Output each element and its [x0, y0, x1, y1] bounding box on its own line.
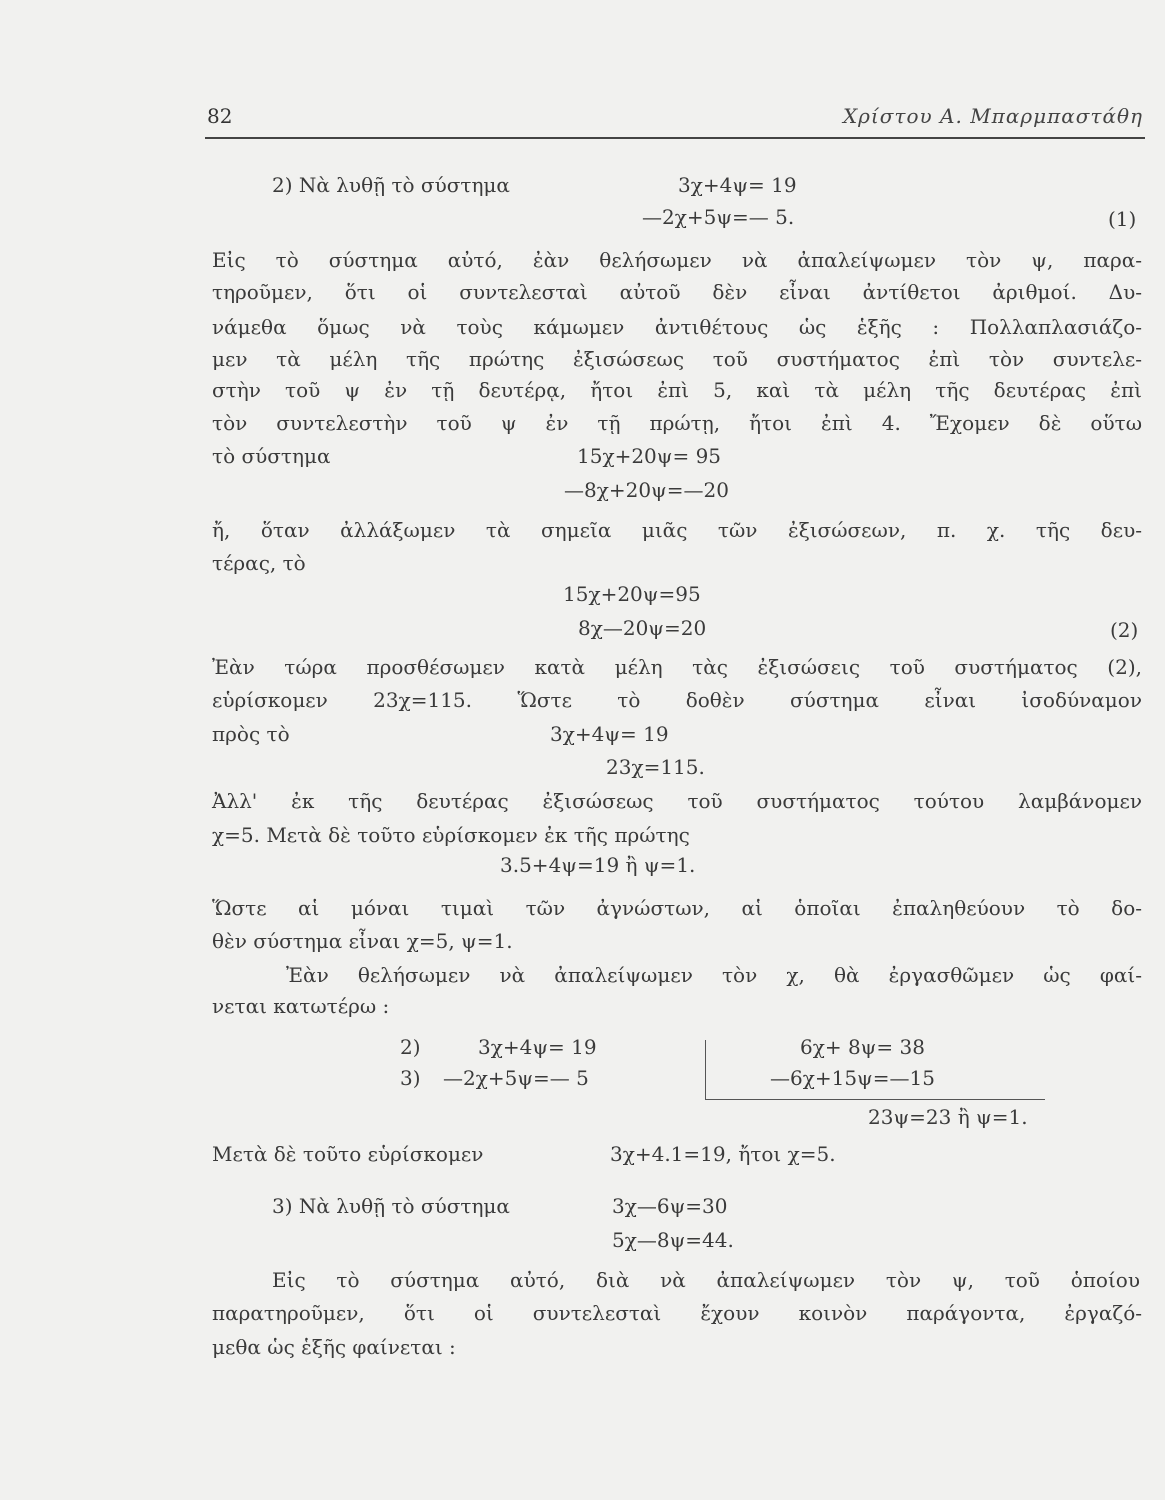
eq-tag-2: (2) [1110, 618, 1139, 642]
para1-line4: μεν τὰ μέλη τῆς πρώτης ἐξισώσεως τοῦ συστήματος ἐπὶ τὸν συντελε- [212, 347, 1142, 371]
ex3-eq1: 3χ—6ψ=30 [612, 1194, 728, 1218]
elim-sum-rule [705, 1099, 1045, 1100]
system-2-eq2: 8χ—20ψ=20 [578, 616, 707, 640]
para1-line5: στὴν τοῦ ψ ἐν τῇ δευτέρᾳ, ἤτοι ἐπὶ 5, καὶ τὰ μέλη τῆς δευτέρας ἐπὶ [212, 378, 1142, 402]
para1-line7: τὸ σύστημα [212, 444, 331, 468]
eq-tag-1: (1) [1108, 207, 1137, 231]
elim-left-eq2: —2χ+5ψ=— 5 [443, 1066, 589, 1090]
ex3-line1: Εἰς τὸ σύστημα αὐτό, διὰ νὰ ἀπαλείψωμεν τὸν ψ, τοῦ ὁποίου [272, 1268, 1140, 1292]
para2-line1: ἤ, ὅταν ἀλλάξωμεν τὰ σημεῖα μιᾶς τῶν ἐξισώσεων, π. χ. τῆς δευ- [212, 518, 1142, 542]
para2-line2: τέρας, τὸ [212, 551, 306, 575]
system-a-eq1: 15χ+20ψ= 95 [577, 444, 722, 468]
para1-line6: τὸν συντελεστὴν τοῦ ψ ἐν τῇ πρώτῃ, ἤτοι ἐπὶ 4. Ἔχομεν δὲ οὕτω [212, 411, 1142, 435]
system-a-eq2: —8χ+20ψ=—20 [564, 478, 729, 502]
para3-line3: πρὸς τὸ [212, 722, 290, 746]
para6-line1: Ἐὰν θελήσωμεν νὰ ἀπαλείψωμεν τὸν χ, θὰ ἐργασθῶμεν ὡς φαί- [286, 963, 1142, 987]
para3-line2: εὑρίσκομεν 23χ=115. Ὥστε τὸ δοθὲν σύστημα εἶναι ἰσοδύναμον [212, 688, 1142, 712]
after-eq: 3χ+4.1=19, ἤτοι χ=5. [610, 1142, 836, 1166]
system-2-eq1: 15χ+20ψ=95 [563, 582, 701, 606]
equivalent-eq1: 3χ+4ψ= 19 [550, 722, 669, 746]
para5-line1: Ὥστε αἱ μόναι τιμαὶ τῶν ἀγνώστων, αἱ ὁποῖαι ἐπαληθεύουν τὸ δο- [212, 896, 1142, 920]
elim-right-eq1: 6χ+ 8ψ= 38 [800, 1035, 925, 1059]
para5-line2: θὲν σύστημα εἶναι χ=5, ψ=1. [212, 929, 513, 953]
para4-line1: Ἀλλ' ἐκ τῆς δευτέρας ἐξισώσεως τοῦ συστήματος τούτου λαμβάνομεν [212, 789, 1142, 813]
elim-sum: 23ψ=23 ἢ ψ=1. [868, 1105, 1028, 1129]
page-number: 82 [207, 104, 233, 128]
elim-left-eq1: 3χ+4ψ= 19 [478, 1035, 597, 1059]
elim-num-2: 2) [400, 1035, 421, 1059]
elim-num-3: 3) [400, 1066, 421, 1090]
para1-line2: τηροῦμεν, ὅτι οἱ συντελεσταὶ αὐτοῦ δὲν εἶναι ἀντίθετοι ἀριθμοί. Δυ- [212, 280, 1142, 304]
running-title: Χρίστου Α. Μπαρμπαστάθη [842, 104, 1143, 128]
para1-line1: Εἰς τὸ σύστημα αὐτό, ἐὰν θελήσωμεν νὰ ἀπαλείψωμεν τὸν ψ, παρα- [212, 248, 1142, 272]
para6-line2: νεται κατωτέρω : [212, 994, 390, 1018]
elim-divider [705, 1040, 706, 1100]
ex2-eq1: 3χ+4ψ= 19 [678, 173, 797, 197]
after-text: Μετὰ δὲ τοῦτο εὑρίσκομεν [212, 1142, 484, 1166]
elim-right-eq2: —6χ+15ψ=—15 [770, 1066, 935, 1090]
para4-line2: χ=5. Μετὰ δὲ τοῦτο εὑρίσκομεν ἐκ τῆς πρώτης [212, 823, 690, 847]
ex2-eq2: —2χ+5ψ=— 5. [642, 205, 795, 229]
ex3-eq2: 5χ—8ψ=44. [612, 1228, 734, 1252]
ex3-intro: 3) Νὰ λυθῇ τὸ σύστημα [272, 1194, 510, 1218]
para1-line3: νάμεθα ὅμως νὰ τοὺς κάμωμεν ἀντιθέτους ὡς ἑξῆς : Πολλαπλασιάζο- [212, 315, 1142, 339]
substitution-eq: 3.5+4ψ=19 ἢ ψ=1. [500, 853, 696, 877]
header-rule [205, 137, 1145, 139]
equivalent-eq2: 23χ=115. [606, 755, 705, 779]
para3-line1: Ἐὰν τώρα προσθέσωμεν κατὰ μέλη τὰς ἐξισώσεις τοῦ συστήματος (2), [212, 655, 1142, 679]
ex3-line3: μεθα ὡς ἑξῆς φαίνεται : [212, 1335, 456, 1359]
ex3-line2: παρατηροῦμεν, ὅτι οἱ συντελεσταὶ ἔχουν κοινὸν παράγοντα, ἐργαζό- [212, 1301, 1142, 1325]
ex2-intro: 2) Νὰ λυθῇ τὸ σύστημα [272, 173, 510, 197]
